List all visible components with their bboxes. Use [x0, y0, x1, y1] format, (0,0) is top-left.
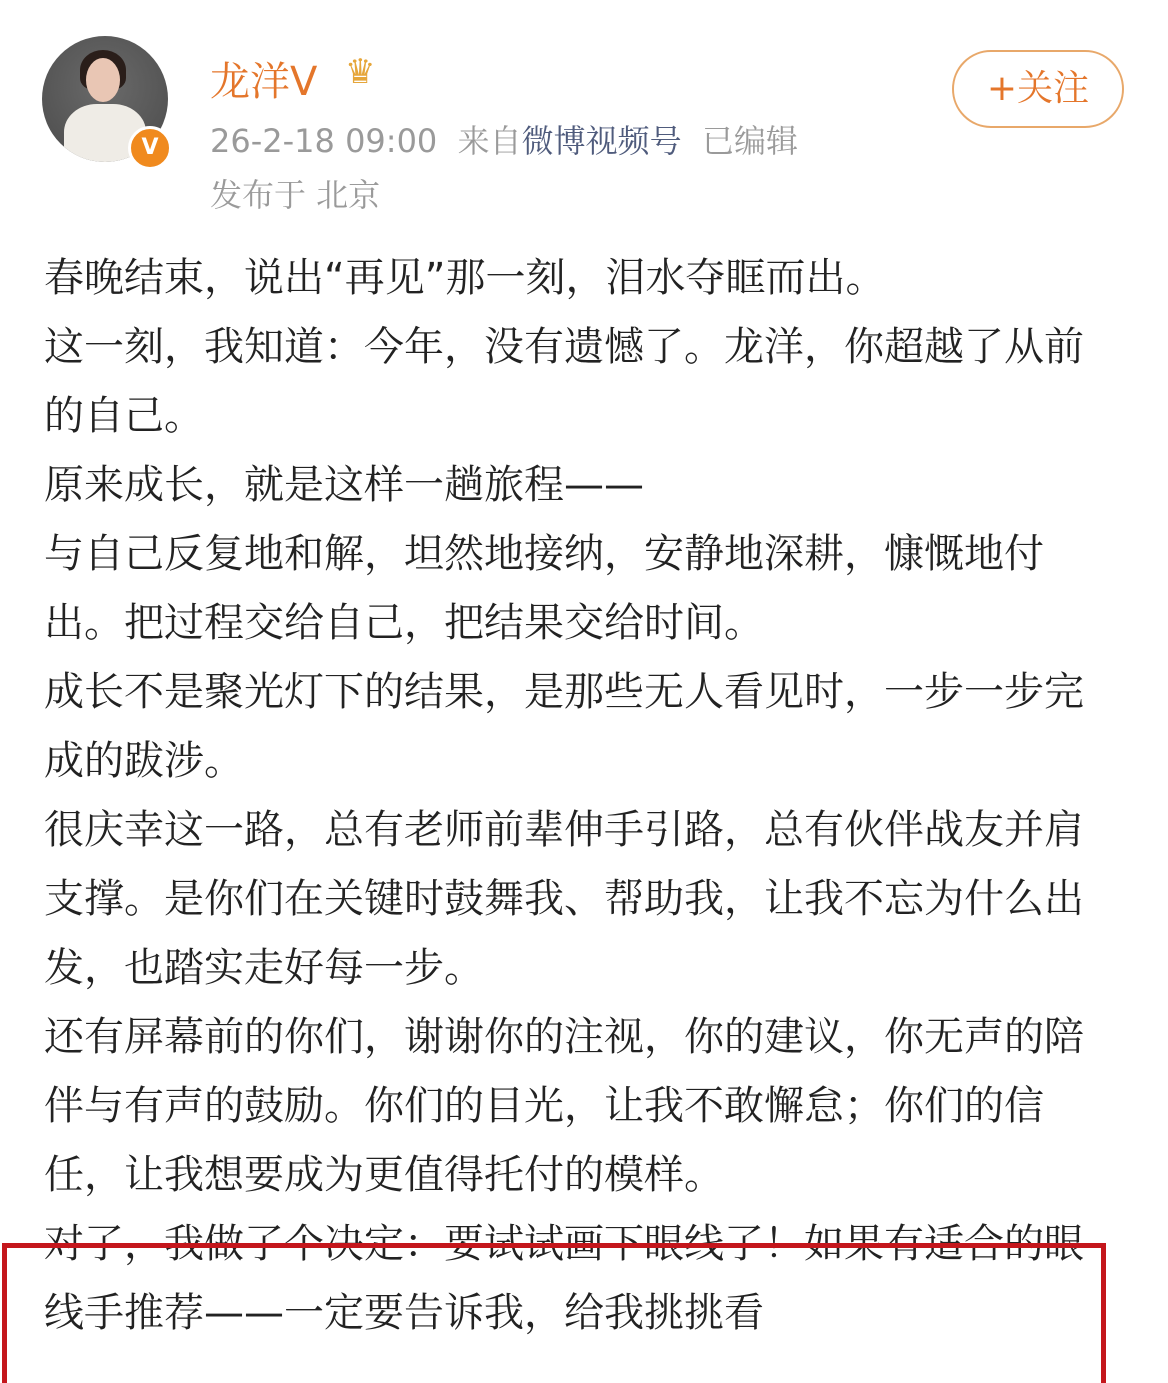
paragraph: 春晚结束，说出“再见”那一刻，泪水夺眶而出。: [44, 255, 886, 301]
source-prefix: 来自: [457, 122, 522, 160]
post-meta: [210, 116, 798, 162]
source-link[interactable]: 微博视频号: [521, 122, 682, 160]
author-name[interactable]: 龙洋V: [210, 59, 318, 105]
edited-label[interactable]: 已编辑: [702, 122, 799, 160]
verified-badge-icon: V: [128, 126, 172, 170]
timestamp: 26-2-18 09:00: [210, 122, 438, 160]
paragraph: 对了，我做了个决定：要试试画下眼线了！如果有适合的眼线手推荐——一定要告诉我，给我挑挑看: [44, 1221, 1084, 1336]
follow-button[interactable]: +关注: [952, 50, 1124, 128]
paragraph: 很庆幸这一路，总有老师前辈伸手引路，总有伙伴战友并肩支撑。是你们在关键时鼓舞我、帮助我，让我不忘为什么出发，也踏实走好每一步。: [44, 807, 1084, 991]
paragraph: 成长不是聚光灯下的结果，是那些无人看见时，一步一步完成的跋涉。: [44, 669, 1084, 784]
highlight-box: [2, 1243, 1106, 1383]
post-content: [44, 244, 1104, 1348]
paragraph: 这一刻，我知道：今年，没有遗憾了。龙洋，你超越了从前的自己。: [44, 324, 1084, 439]
paragraph: 与自己反复地和解，坦然地接纳，安静地深耕，慷慨地付出。把过程交给自己，把结果交给时间。: [44, 531, 1044, 646]
crown-icon: ♛: [345, 52, 376, 92]
paragraph: 原来成长，就是这样一趟旅程——: [44, 462, 644, 508]
paragraph: 还有屏幕前的你们，谢谢你的注视，你的建议，你无声的陪伴与有声的鼓励。你们的目光，让我不敢懈怠；你们的信任，让我想要成为更值得托付的模样。: [44, 1014, 1084, 1198]
location: 发布于 北京: [210, 176, 381, 214]
